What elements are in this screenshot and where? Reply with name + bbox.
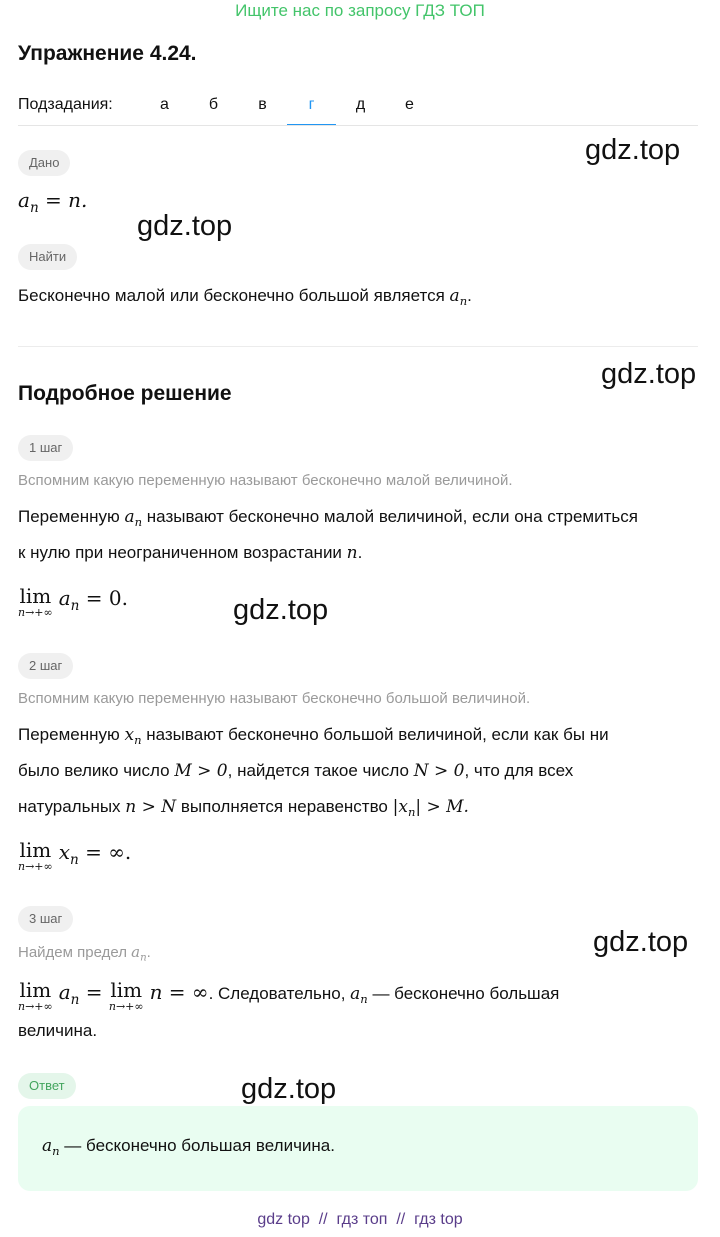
step1-line1: Переменную $a_n$ называют бесконечно малой величиной, если она стремиться: [18, 507, 638, 530]
footer-links: [0, 1211, 720, 1229]
step3-line1: lim n→+∞ $a_n$ = lim n→+∞ n = ∞. Следовательно, $a_n$ — бесконечно большая: [18, 978, 560, 1013]
given-formula: $a_n = n$.: [18, 188, 88, 216]
tabs-divider: [18, 125, 698, 126]
step1-hint: Вспомним какую переменную называют бесконечно малой величиной.: [18, 472, 513, 489]
tab-d[interactable]: д: [355, 96, 366, 113]
section-divider: [18, 346, 698, 347]
solution-title: Подробное решение: [18, 382, 232, 405]
step1-line2: к нулю при неограниченном возрастании n.: [18, 543, 363, 563]
search-banner: Ищите нас по запросу ГДЗ ТОП: [235, 1, 485, 20]
answer-chip: Ответ: [18, 1073, 76, 1099]
find-chip: Найти: [18, 244, 77, 270]
step3-line2: величина.: [18, 1021, 98, 1040]
answer-box: [18, 1106, 698, 1191]
step2-line2: было велико число M > 0, найдется такое число N > 0, что для всех: [18, 761, 574, 781]
subtasks-label: Подзадания:: [18, 96, 113, 113]
footer-link-gdz-top-mixed[interactable]: гдз top: [414, 1211, 463, 1228]
watermark: gdz.top: [241, 1073, 337, 1105]
footer-separator: //: [396, 1211, 406, 1228]
watermark: gdz.top: [585, 134, 681, 166]
step2-hint: Вспомним какую переменную называют бесконечно большой величиной.: [18, 690, 531, 707]
tab-b[interactable]: б: [208, 96, 219, 113]
step3-chip: 3 шаг: [18, 906, 73, 932]
answer-text: $a_n$ — бесконечно большая величина.: [42, 1136, 335, 1159]
given-chip: Дано: [18, 150, 70, 176]
find-text: Бесконечно малой или бесконечно большой является $a_n$.: [18, 286, 472, 309]
watermark: gdz.top: [233, 594, 329, 626]
step1-formula: lim n→+∞ $a_n = 0$.: [18, 584, 128, 619]
watermark: gdz.top: [601, 358, 697, 390]
footer-link-gdz-top[interactable]: gdz top: [257, 1211, 310, 1228]
subtasks-tabs: [140, 86, 434, 126]
watermark: gdz.top: [137, 210, 233, 242]
step2-chip: 2 шаг: [18, 653, 73, 679]
tab-e[interactable]: е: [405, 96, 414, 113]
watermark: gdz.top: [593, 926, 689, 958]
footer-separator: //: [318, 1211, 328, 1228]
step2-formula: lim n→+∞ $x_n$ = ∞.: [18, 838, 132, 873]
page-title: Упражнение 4.24.: [18, 42, 197, 65]
tab-v[interactable]: в: [258, 96, 267, 113]
step3-hint: Найдем предел $a_n$.: [18, 943, 151, 964]
tab-a[interactable]: а: [160, 96, 169, 113]
step2-line3: натуральных n > N выполняется неравенство $|x_n| > M$.: [18, 797, 469, 820]
footer-link-gdz-top-ru[interactable]: гдз топ: [336, 1211, 388, 1228]
step2-line1: Переменную $x_n$ называют бесконечно большой величиной, если как бы ни: [18, 725, 609, 748]
tab-g[interactable]: г: [287, 86, 336, 126]
step1-chip: 1 шаг: [18, 435, 73, 461]
